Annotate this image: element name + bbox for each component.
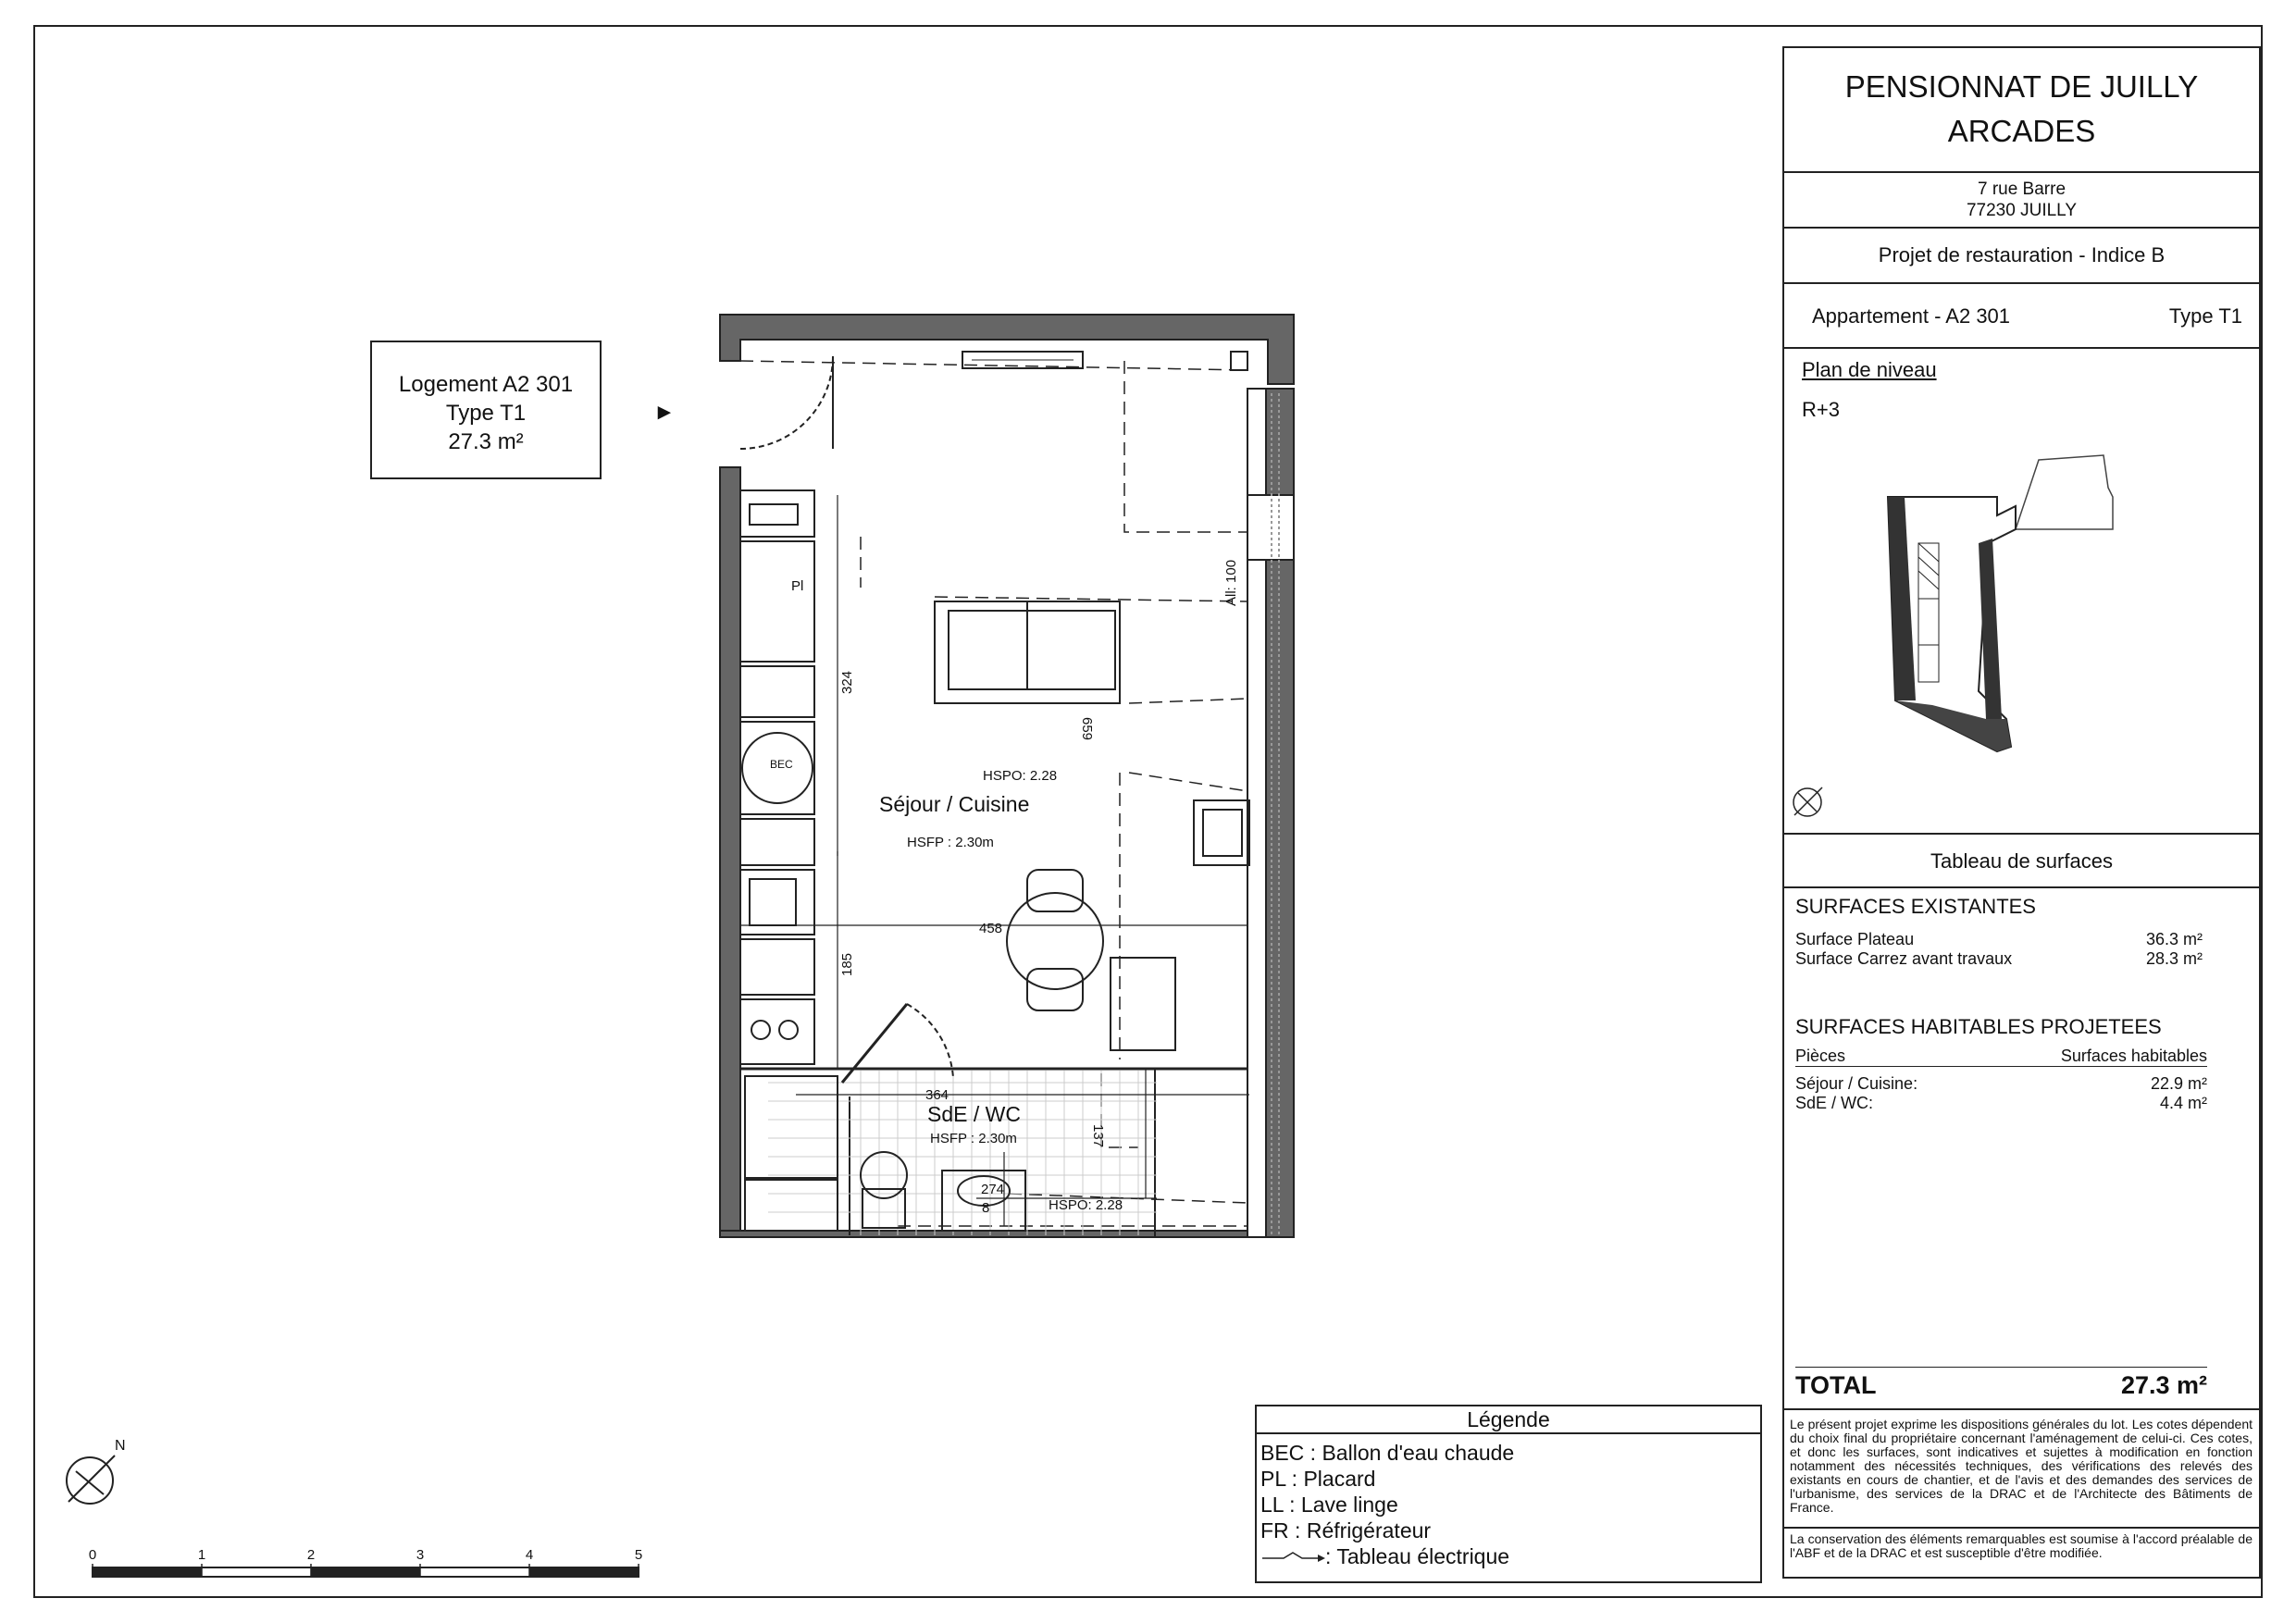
projected-row-value: 4.4 m² [2159, 1094, 2207, 1112]
keyplan-north-icon [1787, 765, 1843, 821]
scale-tick-4: 4 [525, 1547, 534, 1563]
projected-row [1795, 1094, 2207, 1113]
apartment-type: Type T1 [2168, 304, 2242, 328]
plan-hspo-1: HSPO: 2.28 [983, 768, 1058, 784]
disclaimer-2: La conservation des éléments remarquables est soumise à l'accord préalable de l'ABF et de la DRAC et est susceptible d'être modifiée. [1790, 1531, 2253, 1560]
unit-label-type: Type T1 [445, 401, 527, 426]
plan-room-sejour-hsfp: HSFP : 2.30m [907, 835, 994, 850]
projected-row-label: Séjour / Cuisine: [1795, 1074, 1918, 1093]
scale-tick-2: 2 [306, 1547, 316, 1563]
total-value: 27.3 m² [2120, 1371, 2207, 1399]
plan-room-sde-hsfp: HSFP : 2.30m [930, 1131, 1017, 1146]
existing-surfaces [1795, 895, 2203, 969]
divider [1784, 1408, 2259, 1410]
legend-item-ll: LL : Lave linge [1260, 1493, 1398, 1517]
plan-dim-8: 8 [982, 1200, 990, 1216]
surfaces-heading: Tableau de surfaces [1930, 849, 2113, 873]
plan-dim-274: 274 [981, 1182, 1005, 1197]
title-block-surfaces-heading [1784, 835, 2259, 888]
plan-dim-137: 137 [1090, 1124, 1106, 1148]
project-subname: ARCADES [1947, 114, 2096, 148]
apartment-id: Appartement - A2 301 [1812, 304, 2011, 328]
plan-level: R+3 [1802, 398, 1840, 421]
projected-row-value: 22.9 m² [2150, 1074, 2207, 1093]
existing-heading: SURFACES EXISTANTES [1795, 895, 2036, 918]
projected-heading: SURFACES HABITABLES PROJETEES [1795, 1015, 2162, 1038]
scale-tick-1: 1 [197, 1547, 206, 1563]
existing-row-label: Surface Plateau [1795, 930, 1915, 948]
legend-item-panel: : Tableau électrique [1325, 1544, 1510, 1568]
legend [1255, 1405, 1762, 1583]
unit-label-name: Logement A2 301 [398, 372, 574, 397]
title-block-project [1784, 48, 2259, 173]
projected-row [1795, 1074, 2207, 1094]
legend-item-fr: FR : Réfrigérateur [1260, 1518, 1432, 1542]
legend-heading: Légende [1257, 1406, 1760, 1434]
existing-row-value: 36.3 m² [2145, 930, 2203, 948]
projected-row-label: SdE / WC: [1795, 1094, 1874, 1112]
scale-tick-3: 3 [416, 1547, 425, 1563]
plan-dim-458: 458 [979, 921, 1003, 936]
title-block [1782, 46, 2261, 1579]
scale-tick-5: 5 [634, 1547, 643, 1563]
plan-pl-label: Pl [791, 578, 804, 594]
address-city: 77230 JUILLY [1966, 201, 2077, 220]
plan-room-sejour: Séjour / Cuisine [879, 792, 1030, 816]
plan-heading: Plan de niveau [1802, 358, 1937, 381]
col-surfaces: Surfaces habitables [2060, 1047, 2207, 1065]
plan-dim-659: 659 [1079, 717, 1095, 741]
plan-all-label: All: 100 [1223, 559, 1239, 606]
legend-item-pl: PL : Placard [1260, 1467, 1376, 1491]
address-street: 7 rue Barre [1977, 180, 2066, 199]
divider [1784, 1527, 2259, 1529]
existing-row [1795, 949, 2203, 969]
total-row [1795, 1367, 2207, 1400]
north-arrow-icon [57, 1430, 141, 1513]
plan-dim-364: 364 [925, 1087, 949, 1103]
entrance-arrow-icon: ► [653, 400, 676, 425]
project-name: PENSIONNAT DE JUILLY [1844, 69, 2199, 104]
legend-item-bec: BEC : Ballon d'eau chaude [1260, 1441, 1515, 1465]
existing-row-label: Surface Carrez avant travaux [1795, 949, 2013, 968]
projected-header-row [1795, 1047, 2207, 1067]
plan-dim-185: 185 [839, 952, 855, 976]
existing-row-value: 28.3 m² [2145, 949, 2203, 968]
plan-bec-label: BEC [770, 758, 793, 771]
title-block-apartment [1784, 284, 2259, 349]
unit-label-box [370, 341, 602, 479]
electric-panel-icon [1260, 1547, 1325, 1566]
title-block-address [1784, 173, 2259, 229]
key-plan [1877, 441, 2154, 812]
floor-plan [713, 310, 1305, 1254]
plan-hspo-2: HSPO: 2.28 [1049, 1197, 1123, 1213]
existing-row [1795, 930, 2203, 949]
project-description: Projet de restauration - Indice B [1878, 243, 2166, 266]
unit-label-area: 27.3 m² [448, 429, 524, 454]
north-label: N [115, 1438, 126, 1454]
plan-dim-324: 324 [839, 670, 855, 694]
title-block-keyplan [1784, 349, 2259, 835]
plan-room-sde: SdE / WC [927, 1102, 1021, 1126]
col-rooms: Pièces [1795, 1047, 1846, 1065]
projected-surfaces [1795, 1015, 2207, 1113]
title-block-description [1784, 229, 2259, 284]
scale-tick-0: 0 [88, 1547, 97, 1563]
disclaimer-1: Le présent projet exprime les dispositions générales du lot. Les cotes dépendent du choix final du propriétaire concernant l'aménagement de celui-ci. Ces cotes, et donc les surfaces, sont indicatives et sujettes à modification en fonction notamment des nécessités techniques, des vérifications des relevés des existants en cours de chantier, et de l'avis et des demandes des services de l'urbanisme, des services de la DRAC et de l'Architecte des Bâtiments de France. [1790, 1417, 2253, 1515]
total-label: TOTAL [1795, 1371, 1877, 1399]
scale-bar [83, 1545, 657, 1592]
